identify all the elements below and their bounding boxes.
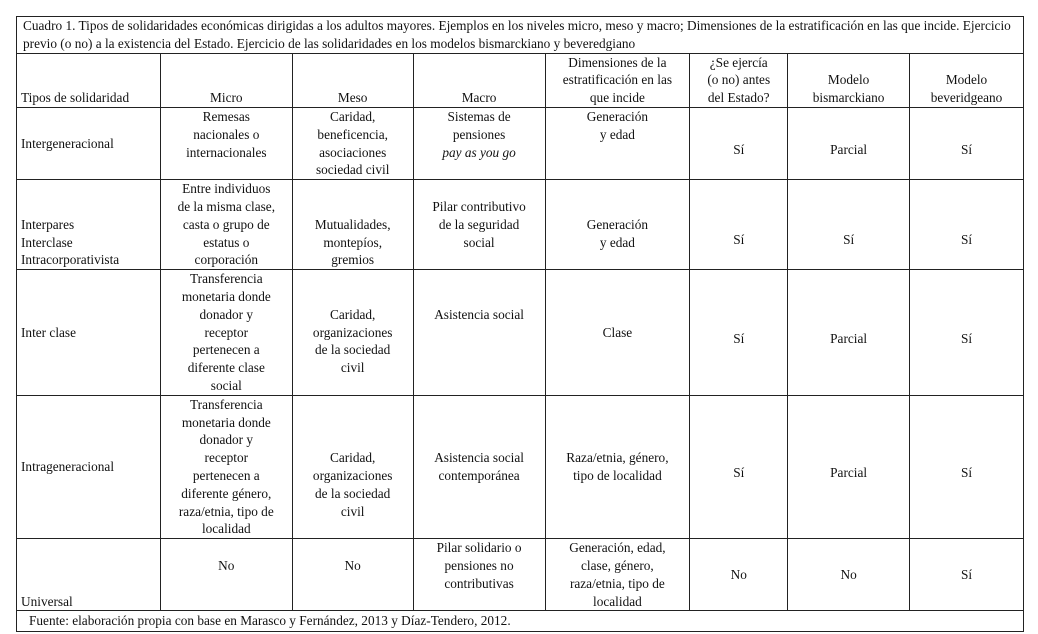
macro-text: Sistemas de pensiones — [447, 108, 511, 142]
header-bismarckiano: Modelo bismarckiano — [788, 53, 910, 107]
cell-dimensiones: Clase — [545, 270, 690, 396]
table-source-note: Fuente: elaboración propia con base en Marasco y Fernández, 2013 y Díaz-Tendero, 2012. — [17, 611, 1024, 632]
table-row — [17, 395, 1024, 538]
cell-dimensiones: Generación, edad, clase, género, raza/etnia, tipo de localidad — [545, 539, 690, 611]
cell-tipo: Interpares Interclase Intracorporativista — [17, 180, 161, 270]
cell-bev: Sí — [910, 180, 1024, 270]
cell-dimensiones: Raza/etnia, género, tipo de localidad — [545, 395, 690, 538]
cell-macro: Pilar contributivo de la seguridad social — [413, 180, 545, 270]
cell-antes: Sí — [690, 107, 788, 179]
header-dimensiones: Dimensiones de la estratificación en las que incide — [545, 53, 690, 107]
header-meso: Meso — [292, 53, 413, 107]
cell-tipo: Intrageneracional — [17, 395, 161, 538]
cell-bev: Sí — [910, 107, 1024, 179]
table-row — [17, 107, 1024, 179]
macro-italic-text: pay as you go — [442, 144, 516, 160]
cell-dimensiones: Generación y edad — [545, 107, 690, 179]
cell-macro — [413, 107, 545, 179]
cell-bism: Parcial — [788, 107, 910, 179]
cell-tipo: Intergeneracional — [17, 107, 161, 179]
cell-meso: Mutualidades, montepíos, gremios — [292, 180, 413, 270]
header-macro: Macro — [413, 53, 545, 107]
cell-antes: Sí — [690, 395, 788, 538]
cell-bism: Parcial — [788, 395, 910, 538]
header-tipo: Tipos de solidaridad — [17, 53, 161, 107]
cell-macro: Pilar solidario o pensiones no contributivas — [413, 539, 545, 611]
cell-bev: Sí — [910, 270, 1024, 396]
cell-antes: No — [690, 539, 788, 611]
cell-antes: Sí — [690, 270, 788, 396]
cell-micro: Entre individuos de la misma clase, casta o grupo de estatus o corporación — [160, 180, 292, 270]
cell-dimensiones: Generación y edad — [545, 180, 690, 270]
solidarity-table — [16, 16, 1024, 632]
cell-tipo: Inter clase — [17, 270, 161, 396]
cell-antes: Sí — [690, 180, 788, 270]
table-row — [17, 270, 1024, 396]
cell-meso: Caridad, organizaciones de la sociedad civil — [292, 270, 413, 396]
cell-macro: Asistencia social contemporánea — [413, 395, 545, 538]
header-beveridgeano: Modelo beveridgeano — [910, 53, 1024, 107]
cell-micro: Transferencia monetaria donde donador y receptor pertenecen a diferente clase social — [160, 270, 292, 396]
cell-bism: Parcial — [788, 270, 910, 396]
cell-bism: Sí — [788, 180, 910, 270]
cell-meso: Caridad, beneficencia, asociaciones sociedad civil — [292, 107, 413, 179]
cell-bev: Sí — [910, 539, 1024, 611]
cell-bev: Sí — [910, 395, 1024, 538]
cell-bism: No — [788, 539, 910, 611]
cell-tipo: Universal — [17, 539, 161, 611]
cell-micro: Remesas nacionales o internacionales — [160, 107, 292, 179]
table-caption: Cuadro 1. Tipos de solidaridades económicas dirigidas a los adultos mayores. Ejemplos en los niveles micro, meso y macro; Dimensiones de la estratificación en las que incide. Ejercicio previo (o no) a la existencia del Estado. Ejercicio de las solidaridades en los modelos bismarckiano y beveredgiano — [17, 17, 1024, 54]
cell-micro: No — [160, 539, 292, 611]
table-row — [17, 539, 1024, 611]
header-row — [17, 53, 1024, 107]
cell-meso: Caridad, organizaciones de la sociedad civil — [292, 395, 413, 538]
cell-micro: Transferencia monetaria donde donador y receptor pertenecen a diferente género, raza/etnia, tipo de localidad — [160, 395, 292, 538]
cell-macro: Asistencia social — [413, 270, 545, 396]
header-micro: Micro — [160, 53, 292, 107]
table-row — [17, 180, 1024, 270]
header-antes-estado: ¿Se ejercía (o no) antes del Estado? — [690, 53, 788, 107]
cell-meso: No — [292, 539, 413, 611]
